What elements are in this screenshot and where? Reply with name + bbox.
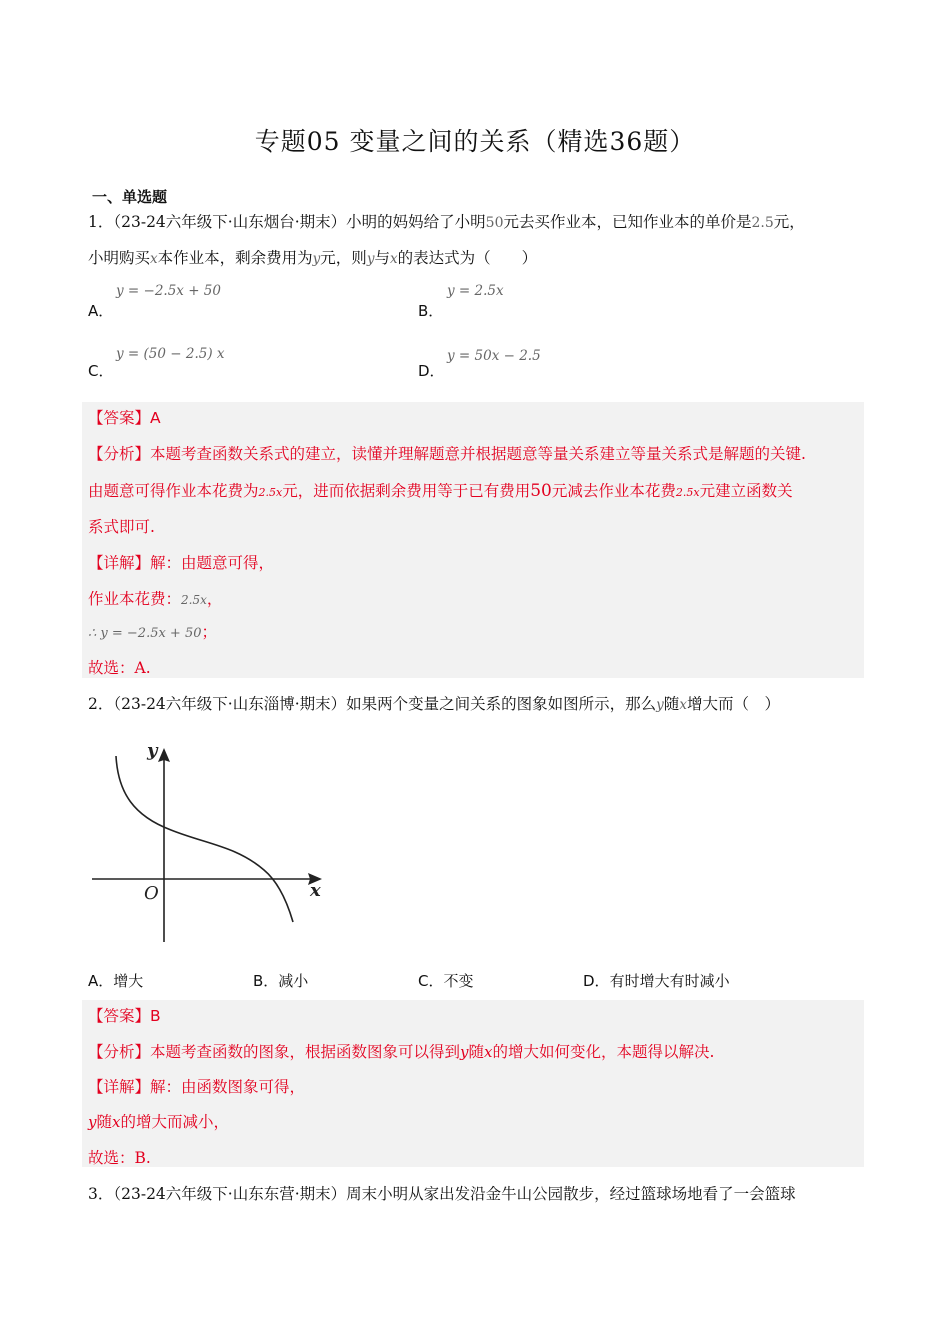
q2-option-c-label: C．	[418, 972, 444, 990]
q1-line2-a: 小明购买	[88, 249, 151, 267]
q1-var-y2: y	[366, 251, 375, 267]
section-heading: 一、单选题	[92, 188, 168, 206]
q2-line1	[88, 694, 780, 715]
q1-detail-final-expr: ∴ y = −2.5x + 50	[88, 626, 202, 641]
q2-analysis-c: 的增大如何变化，本题得以解决.	[492, 1043, 715, 1061]
q1-line2	[88, 248, 537, 269]
q1-var-y: y	[312, 251, 321, 267]
q2-stem-prefix: 2．（23-24六年级下·山东淄博·期末）如果两个变量之间关系的图象如图所示，那么	[88, 695, 657, 713]
q1-var-x: x	[150, 251, 158, 267]
graph-origin-label: O	[144, 883, 159, 904]
q2-analysis-x: x	[484, 1043, 493, 1061]
q2-analysis-a: 【分析】本题考查函数的图象，根据函数图象可以得到	[88, 1043, 461, 1061]
q1-analysis-line1: 【分析】本题考查函数关系式的建立，读懂并理解题意并根据题意等量关系建立等量关系式是解题的关键.	[88, 445, 806, 463]
q2-answer: 【答案】B	[88, 1007, 161, 1025]
q1-option-b-label[interactable]: B．	[418, 302, 444, 320]
q2-stem-end: 增大而（ ）	[686, 695, 780, 713]
q2-option-c[interactable]	[418, 970, 474, 991]
q2-detail-2a: 随	[96, 1113, 112, 1131]
q1-analysis-num-50: 50	[530, 481, 552, 501]
q2-analysis-b: 随	[468, 1043, 485, 1061]
q1-answer: 【答案】A	[88, 409, 161, 427]
q2-option-a-text: 增大	[113, 972, 144, 990]
q2-option-b[interactable]	[253, 970, 308, 991]
q1-option-c-label[interactable]: C．	[88, 362, 114, 380]
q2-option-c-text: 不变	[443, 972, 474, 990]
q1-detail-line4: 故选：A.	[88, 659, 151, 677]
q1-analysis-2a: 由题意可得作业本花费为	[88, 482, 259, 500]
q1-line1	[88, 212, 805, 233]
q2-detail-y: y	[88, 1113, 97, 1131]
q1-detail-line2	[88, 589, 222, 610]
q1-analysis-2b: 元，进而依据剩余费用等于已有费用	[282, 482, 531, 500]
q2-sui: 随	[663, 695, 680, 713]
q2-var-y: y	[656, 697, 664, 713]
q2-detail-line2	[88, 1112, 229, 1132]
q1-analysis-line2	[88, 481, 793, 503]
q1-detail-2-text: 作业本花费：	[88, 590, 182, 608]
q1-var-x2: x	[389, 251, 398, 267]
q2-analysis	[88, 1042, 714, 1062]
q1-line2-c: 元，则	[320, 249, 367, 267]
q1-detail-expr: 2.5x	[181, 593, 207, 607]
q1-option-a-label[interactable]: A．	[88, 302, 114, 320]
q2-var-x: x	[679, 697, 687, 713]
q2-function-graph	[86, 738, 336, 948]
q1-option-d-label[interactable]: D．	[418, 362, 445, 380]
q1-line2-e: 的表达式为（ ）	[397, 249, 538, 267]
q1-detail-line1: 【详解】解：由题意可得，	[88, 554, 275, 572]
graph-x-label: x	[310, 880, 321, 901]
q2-option-a-label: A．	[88, 972, 114, 990]
q2-detail-line1: 【详解】解：由函数图象可得，	[88, 1078, 306, 1096]
q1-line2-d: 与	[374, 249, 390, 267]
q2-option-d-label: D．	[583, 972, 610, 990]
q2-detail-line3: 故选：B.	[88, 1149, 151, 1167]
q1-stem-mid: 元去买作业本，已知作业本的单价是	[503, 213, 752, 231]
q1-detail-semicolon: ；	[201, 623, 218, 641]
y-axis-arrow-icon	[158, 748, 170, 762]
q3-line1: 3．（23-24六年级下·山东东营·期末）周末小明从家出发沿金牛山公园散步，经过篮球场地看了一会篮球	[88, 1185, 796, 1203]
q1-analysis-2d: 元建立函数关	[699, 482, 793, 500]
page-title: 专题05 变量之间的关系（精选36题）	[254, 127, 696, 156]
q1-num-50: 50	[485, 215, 504, 231]
q1-option-a-expr: y = −2.5x + 50	[116, 283, 221, 299]
q1-stem-end: 元，	[773, 213, 805, 231]
q1-analysis-2c: 元减去作业本花费	[551, 482, 676, 500]
q1-option-c-expr: y = (50 − 2.5) x	[116, 346, 225, 362]
q1-stem-prefix: 1．（23-24六年级下·山东烟台·期末）小明的妈妈给了小明	[88, 213, 486, 231]
q1-analysis-line3: 系式即可.	[88, 518, 155, 536]
q1-num-2-5: 2.5	[751, 215, 774, 231]
q1-line2-b: 本作业本，剩余费用为	[157, 249, 313, 267]
q1-analysis-expr-2: 2.5x	[675, 486, 700, 499]
q1-detail-line3	[88, 622, 217, 644]
q1-analysis-expr-1: 2.5x	[258, 486, 283, 499]
function-curve	[116, 756, 293, 922]
q2-option-b-label: B．	[253, 972, 279, 990]
q2-option-d-text: 有时增大有时减小	[609, 972, 730, 990]
q2-analysis-y: y	[460, 1043, 469, 1061]
q2-detail-2b: 的增大而减小，	[120, 1113, 229, 1131]
q2-option-a[interactable]	[88, 970, 143, 991]
q2-option-d[interactable]	[583, 970, 730, 991]
q1-option-b-expr: y = 2.5x	[447, 283, 504, 299]
q1-detail-comma: ，	[206, 590, 223, 608]
graph-y-label: y	[147, 740, 158, 761]
q2-option-b-text: 减小	[278, 972, 309, 990]
q2-detail-x: x	[112, 1113, 121, 1131]
q1-option-d-expr: y = 50x − 2.5	[447, 348, 541, 364]
